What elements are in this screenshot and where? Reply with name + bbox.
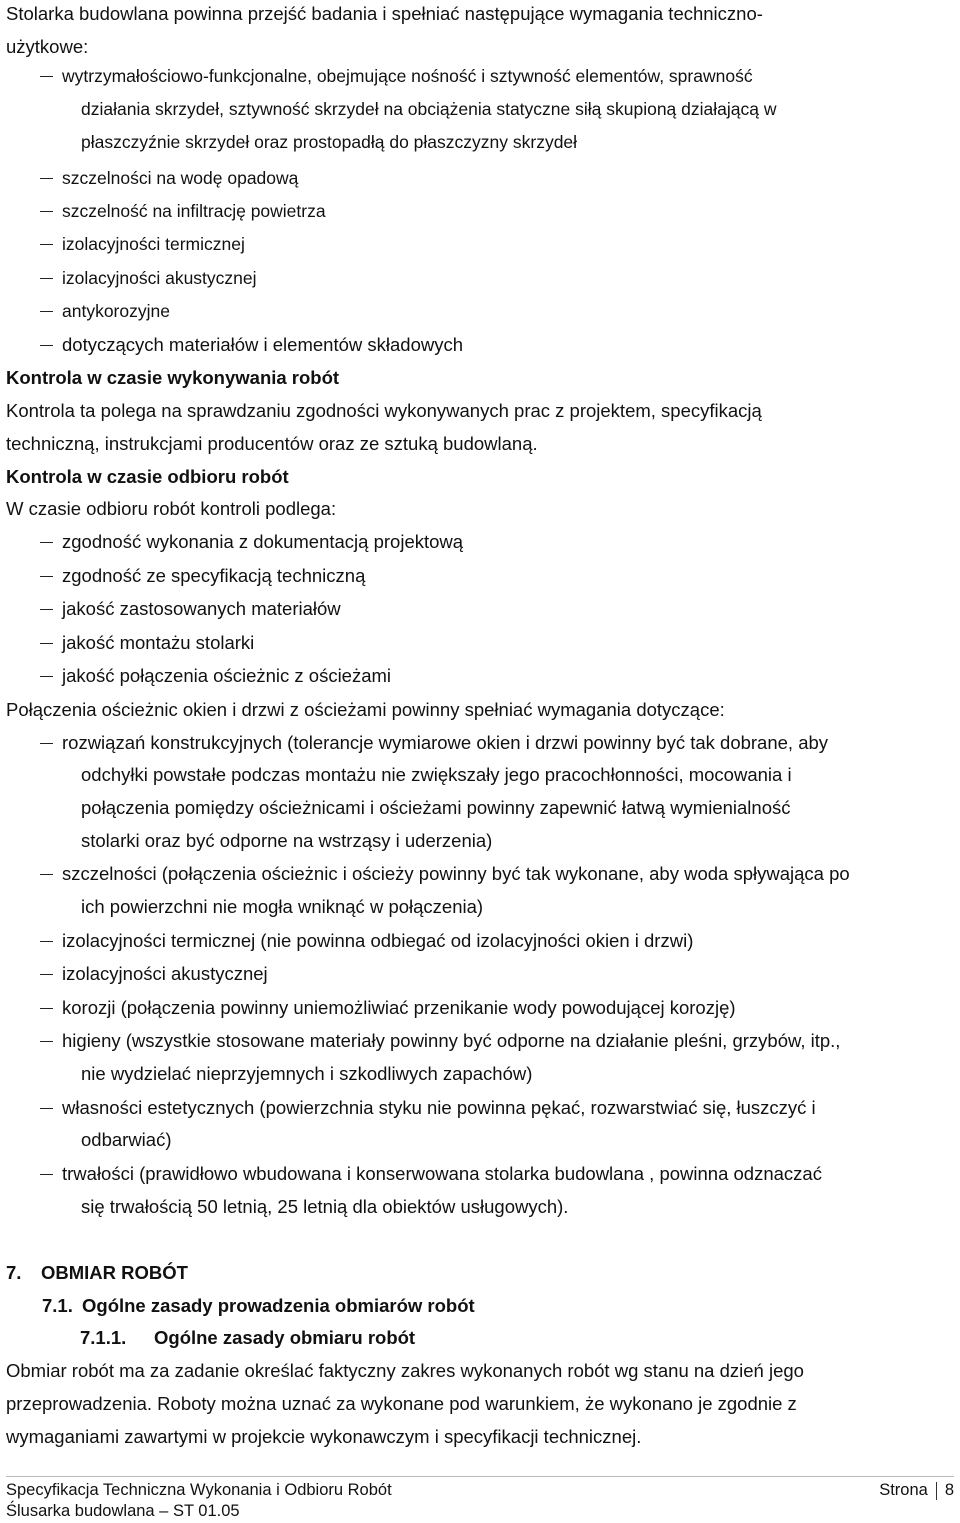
list-item-text: odchyłki powstałe podczas montażu nie zwiększały jego pracochłonności, mocowania i: [81, 764, 792, 785]
list-item-text: antykorozyjne: [62, 301, 170, 321]
list-item-text: korozji (połączenia powinny uniemożliwiać przenikanie wody powodującej korozję): [62, 997, 736, 1018]
list-item-text: izolacyjności akustycznej: [62, 963, 268, 984]
chapter-heading: [6, 1261, 188, 1285]
footer-title: Specyfikacja Techniczna Wykonania i Odbioru Robót: [6, 1481, 392, 1499]
list-item-text: izolacyjności akustycznej: [62, 268, 257, 288]
list-item-text: szczelności na wodę opadową: [62, 168, 299, 188]
dash-bullet-icon: [40, 278, 53, 279]
subsection-heading: [80, 1326, 415, 1350]
dash-bullet-icon: [40, 178, 53, 179]
chapter-number: 7.: [6, 1262, 22, 1283]
section-number: 7.1.: [42, 1295, 73, 1316]
list-item-text: nie wydzielać nieprzyjemnych i szkodliwych zapachów): [81, 1063, 533, 1084]
list-item-text: własności estetycznych (powierzchnia styku nie powinna pękać, rozwarstwiać się, łuszczyć i: [62, 1097, 816, 1118]
paragraph-line: Obmiar robót ma za zadanie określać faktyczny zakres wykonanych robót wg stanu na dzień jego: [6, 1360, 804, 1381]
dash-bullet-icon: [40, 76, 53, 77]
dash-bullet-icon: [40, 974, 53, 975]
page-separator: [936, 1482, 937, 1500]
list-item-text: odbarwiać): [81, 1129, 172, 1150]
list-item-text: izolacyjności termicznej (nie powinna odbiegać od izolacyjności okien i drzwi): [62, 930, 694, 951]
dash-bullet-icon: [40, 874, 53, 875]
footer-divider: [6, 1476, 954, 1477]
dash-bullet-icon: [40, 743, 53, 744]
dash-bullet-icon: [40, 1108, 53, 1109]
paragraph-line: Kontrola ta polega na sprawdzaniu zgodności wykonywanych prac z projektem, specyfikacją: [6, 400, 762, 421]
dash-bullet-icon: [40, 941, 53, 942]
list-item-text: trwałości (prawidłowo wbudowana i konserwowana stolarka budowlana , powinna odznaczać: [62, 1163, 822, 1184]
list-item-text: dotyczących materiałów i elementów składowych: [62, 334, 464, 355]
dash-bullet-icon: [40, 311, 53, 312]
dash-bullet-icon: [40, 676, 53, 677]
list-item-text: izolacyjności termicznej: [62, 234, 245, 254]
list-item-text: higieny (wszystkie stosowane materiały powinny być odporne na działanie pleśni, grzybów, itp.,: [62, 1030, 841, 1051]
list-item-text: ich powierzchni nie mogła wniknąć w połączenia): [81, 896, 484, 917]
list-item-text: stolarki oraz być odporne na wstrząsy i uderzenia): [81, 830, 493, 851]
section-heading: Kontrola w czasie wykonywania robót: [6, 367, 340, 388]
dash-bullet-icon: [40, 576, 53, 577]
list-item-text: działania skrzydeł, sztywność skrzydeł na obciążenia statyczne siłą skupioną działającą w: [81, 99, 777, 119]
list-item-text: zgodność ze specyfikacją techniczną: [62, 565, 366, 586]
list-item-text: szczelności (połączenia ościeżnic i ościeży powinny być tak wykonane, aby woda spływająca po: [62, 863, 850, 884]
section-heading: Kontrola w czasie odbioru robót: [6, 466, 289, 487]
list-item-text: jakość połączenia ościeżnic z ościeżami: [62, 665, 392, 686]
subsection-title: Ogólne zasady obmiaru robót: [154, 1327, 416, 1348]
list-item-text: rozwiązań konstrukcyjnych (tolerancje wymiarowe okien i drzwi powinny być tak dobrane, aby: [62, 732, 829, 753]
page-number: 8: [944, 1481, 954, 1499]
paragraph-line: przeprowadzenia. Roboty można uznać za wykonane pod warunkiem, że wykonano je zgodnie z: [6, 1393, 797, 1414]
list-item-text: szczelność na infiltrację powietrza: [62, 201, 326, 221]
intro-line: Stolarka budowlana powinna przejść badania i spełniać następujące wymagania techniczno-: [6, 3, 763, 24]
page-label: Strona: [879, 1481, 928, 1499]
dash-bullet-icon: [40, 643, 53, 644]
section-heading: [42, 1294, 475, 1318]
page-number-block: [879, 1479, 954, 1501]
list-item-text: zgodność wykonania z dokumentacją projektową: [62, 531, 464, 552]
list-item-text: się trwałością 50 letnią, 25 letnią dla obiektów usługowych).: [81, 1196, 569, 1217]
dash-bullet-icon: [40, 244, 53, 245]
list-item-text: płaszczyźnie skrzydeł oraz prostopadłą do płaszczyzny skrzydeł: [81, 132, 578, 152]
dash-bullet-icon: [40, 542, 53, 543]
paragraph-line: wymaganiami zawartymi w projekcie wykonawczym i specyfikacji technicznej.: [6, 1426, 642, 1447]
dash-bullet-icon: [40, 1008, 53, 1009]
paragraph-line: W czasie odbioru robót kontroli podlega:: [6, 498, 337, 519]
list-item-text: połączenia pomiędzy ościeżnicami i ościeżami powinny zapewnić łatwą wymienialność: [81, 797, 791, 818]
dash-bullet-icon: [40, 1041, 53, 1042]
dash-bullet-icon: [40, 345, 53, 346]
dash-bullet-icon: [40, 1174, 53, 1175]
paragraph-line: techniczną, instrukcjami producentów oraz ze sztuką budowlaną.: [6, 433, 538, 454]
paragraph-line: Połączenia ościeżnic okien i drzwi z ościeżami powinny spełniać wymagania dotyczące:: [6, 699, 725, 720]
list-item-text: wytrzymałościowo-funkcjonalne, obejmujące nośność i sztywność elementów, sprawność: [62, 66, 753, 86]
dash-bullet-icon: [40, 609, 53, 610]
chapter-title: OBMIAR ROBÓT: [41, 1262, 188, 1283]
intro-line: użytkowe:: [6, 36, 89, 57]
list-item-text: jakość montażu stolarki: [62, 632, 255, 653]
subsection-number: 7.1.1.: [80, 1327, 127, 1348]
dash-bullet-icon: [40, 211, 53, 212]
list-item-text: jakość zastosowanych materiałów: [62, 598, 341, 619]
footer-subtitle: Ślusarka budowlana – ST 01.05: [6, 1502, 240, 1520]
section-title: Ogólne zasady prowadzenia obmiarów robót: [82, 1295, 475, 1316]
